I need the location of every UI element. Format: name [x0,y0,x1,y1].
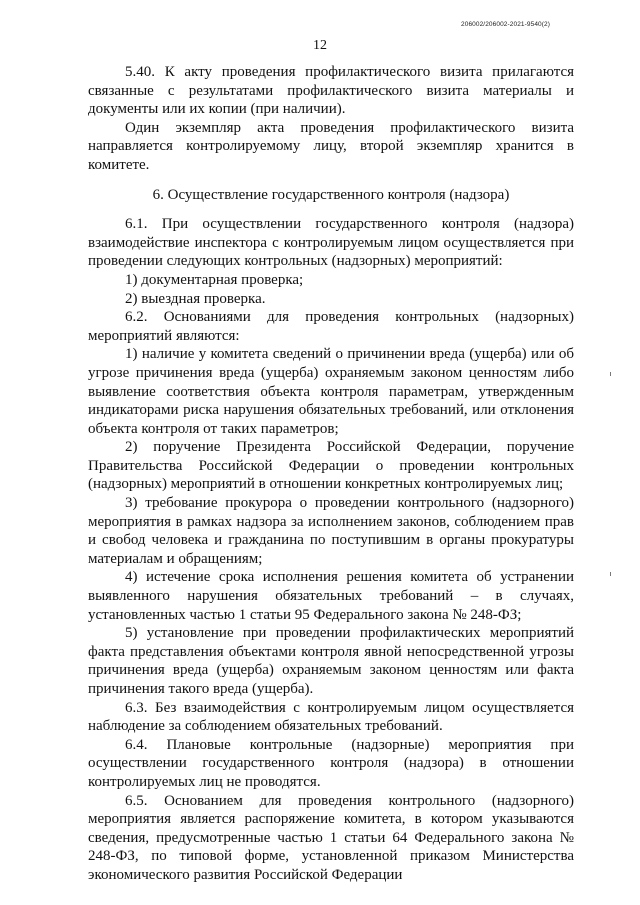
paragraph-5-40-copy: Один экземпляр акта проведения профилактического визита направляется контролируемому лицу, второй экземпляр хранится в комитете. [88,119,574,173]
document-body [88,63,574,885]
paragraph-6-2: 6.2. Основаниями для проведения контрольных (надзорных) мероприятий являются: [88,309,574,344]
paragraph-6-5: 6.5. Основанием для проведения контрольного (надзорного) мероприятия является распоряжение комитета, в котором указываются сведения, предусмотренные частью 1 статьи 64 Федерального закона № 248-ФЗ, по типовой форме, установленной приказом Министерства экономического развития Российской Федерации [88,792,574,883]
list-item-6-2-2: 2) поручение Президента Российской Федерации, поручение Правительства Российской Федерации о проведении контрольных (надзорных) мероприятий в отношении конкретных контролируемых лиц; [88,439,574,493]
paragraph-5-40: 5.40. К акту проведения профилактического визита прилагаются связанные с результатами профилактического визита материалы и документы или их копии (при наличии). [88,64,574,118]
scan-artifact-mark [610,372,611,376]
page-number: 12 [313,38,327,53]
list-item-6-2-1: 1) наличие у комитета сведений о причинении вреда (ущерба) или об угрозе причинения вреда (ущерба) охраняемым законом ценностям либо выявление соответствия объекта контроля параметрам, утвержденным индикаторами риска нарушения обязательных требований, или отклонения объекта контроля от таких параметров; [88,346,574,437]
scan-artifact-mark [610,572,611,576]
list-item-6-1-1: 1) документарная проверка; [125,271,304,288]
paragraph-6-3: 6.3. Без взаимодействия с контролируемым лицом осуществляется наблюдение за соблюдением обязательных требований. [88,699,574,735]
paragraph-6-4: 6.4. Плановые контрольные (надзорные) мероприятия при осуществлении государственного контроля (надзора) в отношении контролируемых лиц не проводятся. [88,736,574,790]
section-heading-6: 6. Осуществление государственного контроля (надзора) [152,186,510,203]
list-item-6-2-3: 3) требование прокурора о проведении контрольного (надзорного) мероприятия в рамках надзора за исполнением законов, соблюдением прав и свобод человека и гражданина по поступившим в органы прокуратуры материалам и обращениям; [88,495,574,567]
list-item-6-1-2: 2) выездная проверка. [125,290,266,307]
list-item-6-2-4: 4) истечение срока исполнения решения комитета об устранении выявленного нарушения обязательных требований – в случаях, установленных частью 1 статьи 95 Федерального закона № 248-ФЗ; [88,569,574,623]
paragraph-6-1: 6.1. При осуществлении государственного контроля (надзора) взаимодействие инспектора с контролируемым лицом осуществляется при проведении следующих контрольных (надзорных) мероприятий: [88,216,574,270]
document-registration-number: 206002/206002-2021-9540(2) [461,21,550,28]
list-item-6-2-5: 5) установление при проведении профилактических мероприятий факта представления объектами контроля явной непосредственной угрозы причинения вреда (ущерба) охраняемым законом ценностям или факта причинения такого вреда (ущерба). [88,625,574,697]
